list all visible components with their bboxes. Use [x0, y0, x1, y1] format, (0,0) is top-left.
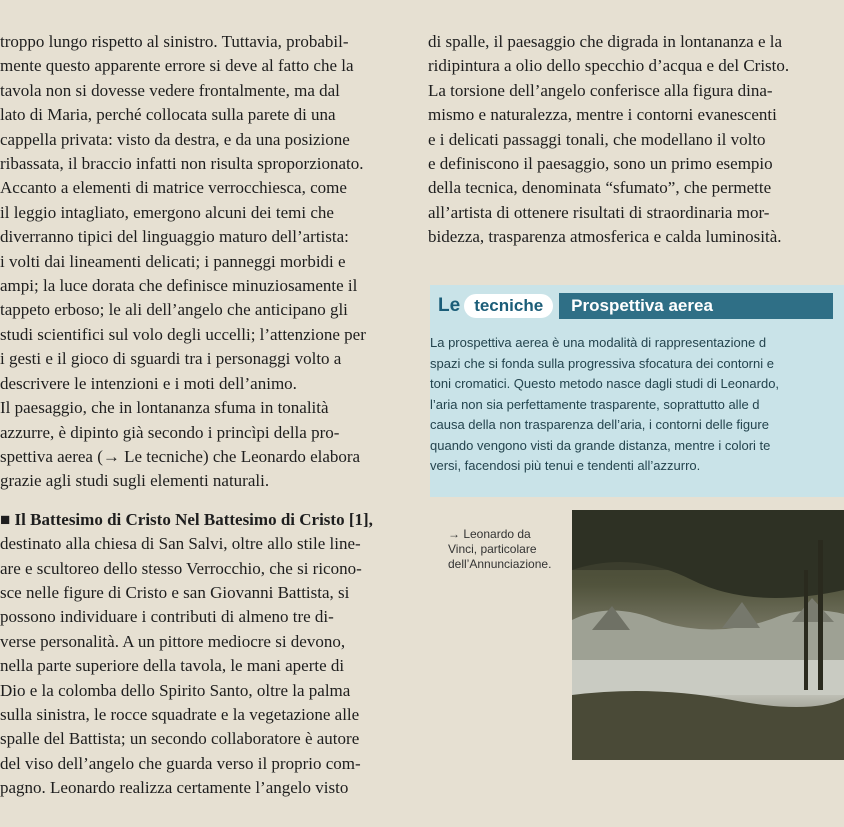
- text-line: ribassata, il braccio infatti non risulta sproporzionato.: [0, 154, 364, 174]
- text-line: tavola non si dovesse vedere frontalmente, ma dal: [0, 80, 340, 100]
- right-text-column: [428, 30, 844, 250]
- caption-line: → Leonardo da: [448, 527, 531, 541]
- text-line: cappella privata: visto da destra, e da una posizione: [0, 129, 350, 149]
- figure-caption: [448, 527, 578, 572]
- text-line: descrivere le intenzioni e i moti dell’animo.: [0, 373, 297, 393]
- paragraph-gap: [0, 494, 418, 508]
- text-line: diverranno tipici del linguaggio maturo dell’artista:: [0, 227, 349, 247]
- text-line: studi scientifici sul volo degli uccelli; l’attenzione per: [0, 324, 366, 344]
- text-line: lato di Maria, perché collocata sulla parete di una: [0, 105, 336, 125]
- text-line: sce nelle figure di Cristo e san Giovanni Battista, si: [0, 582, 350, 602]
- text-line: sulla sinistra, le rocce squadrate e la vegetazione alle: [0, 704, 360, 724]
- text-line: are e scultoreo dello stesso Verrocchio, che si ricono-: [0, 558, 362, 578]
- text-line: nella parte superiore della tavola, le mani aperte di: [0, 656, 345, 676]
- technique-box-body: [430, 333, 844, 477]
- text-line: pagno. Leonardo realizza certamente l’angelo visto: [0, 778, 349, 798]
- text-line: La torsione dell’angelo conferisce alla figura dina-: [428, 80, 773, 100]
- text-line: del viso dell’angelo che guarda verso il proprio com-: [0, 753, 361, 773]
- annunciation-detail-image: [572, 510, 844, 760]
- text-line: tappeto erboso; le ali dell’angelo che anticipano gli: [0, 300, 348, 320]
- box-text-line: quando vengono visti da grande distanza, mentre i colori te: [430, 437, 771, 453]
- text-line: di spalle, il paesaggio che digrada in lontananza e la: [428, 32, 783, 51]
- text-line: mente questo apparente errore si deve al fatto che la: [0, 56, 354, 76]
- box-title: Prospettiva aerea: [559, 293, 833, 319]
- caption-line: Vinci, particolare: [448, 542, 537, 556]
- box-le-label: Le: [438, 295, 461, 316]
- box-text-line: causa della non trasparenza dell’aria, i contorni delle figure: [430, 417, 769, 432]
- text-line: Il paesaggio, che in lontananza sfuma in tonalità: [0, 398, 329, 418]
- text-line: all’artista di ottenere risultati di straordinaria mor-: [428, 202, 770, 222]
- box-text-line: l’aria non sia perfettamente trasparente, soprattutto alle d: [430, 396, 760, 412]
- text-line: e definiscono il paesaggio, sono un primo esempio: [428, 154, 773, 174]
- text-line: bidezza, trasparenza atmosferica e calda luminosità.: [428, 227, 782, 247]
- text-line: troppo lungo rispetto al sinistro. Tuttavia, probabil-: [0, 32, 349, 51]
- text-line: possono individuare i contributi di almeno tre di-: [0, 607, 334, 627]
- landscape-painting: [572, 510, 844, 760]
- caption-line: dell’Annunciazione.: [448, 557, 552, 571]
- text-line: azzurre, è dipinto già secondo i princìpi della pro-: [0, 422, 340, 442]
- box-tag-label: tecniche: [464, 294, 553, 318]
- text-line: destinato alla chiesa di San Salvi, oltre allo stile line-: [0, 534, 361, 554]
- text-line: verse personalità. A un pittore mediocre si devono,: [0, 631, 346, 651]
- text-line: e i delicati passaggi tonali, che modellano il volto: [428, 129, 766, 149]
- left-text-column: [0, 30, 418, 801]
- text-line: ridipintura a olio dello specchio d’acqua e del Cristo.: [428, 56, 790, 76]
- text-line: i volti dai lineamenti delicati; i panneggi morbidi e: [0, 251, 346, 271]
- text-line: spettiva aerea (→ Le tecniche) che Leonardo elabora: [0, 446, 361, 466]
- text-line: spalle del Battista; un secondo collaboratore è autore: [0, 729, 360, 749]
- box-text-line: toni cromatici. Questo metodo nasce dagli studi di Leonardo,: [430, 376, 780, 391]
- box-text-line: versi, facendosi più tenui e tendenti all’azzurro.: [430, 458, 701, 473]
- text-line: Dio e la colomba dello Spirito Santo, oltre la palma: [0, 680, 351, 700]
- text-line: ampi; la luce dorata che definisce minuziosamente il: [0, 276, 358, 296]
- text-line: il leggio intagliato, emergono alcuni dei temi che: [0, 202, 334, 222]
- technique-box-header: [438, 291, 833, 321]
- technique-box: [430, 285, 844, 497]
- box-text-line: spazi che si fonda sulla progressiva sfocatura dei contorni e: [430, 355, 774, 371]
- text-line: i gesti e il gioco di sguardi tra i personaggi volto a: [0, 349, 342, 369]
- section-heading-line: ■ Il Battesimo di Cristo Nel Battesimo di Cristo [1],: [0, 509, 373, 529]
- text-line: della tecnica, denominata “sfumato”, che permette: [428, 178, 772, 198]
- text-line: Accanto a elementi di matrice verrocchiesca, come: [0, 178, 347, 198]
- text-line: grazie agli studi sugli elementi naturali.: [0, 471, 270, 491]
- text-line: mismo e naturalezza, mentre i contorni evanescenti: [428, 105, 777, 125]
- box-text-line: La prospettiva aerea è una modalità di rappresentazione d: [430, 335, 767, 350]
